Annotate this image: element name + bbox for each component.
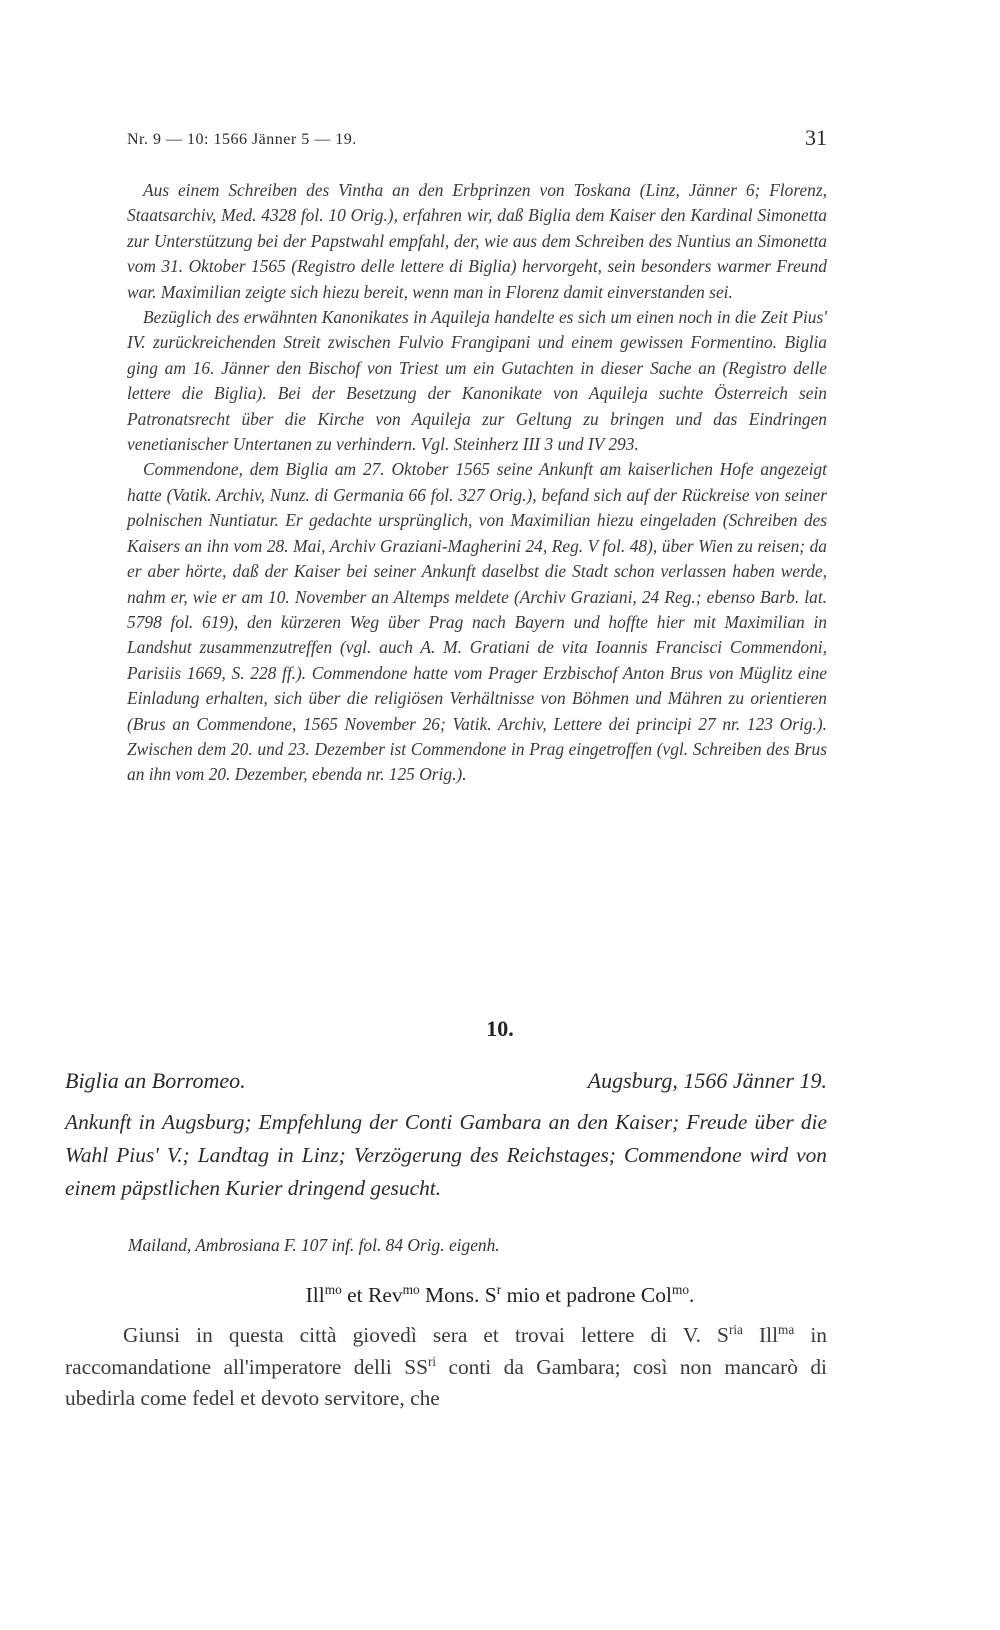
running-head bbox=[127, 125, 827, 155]
salutation-et-rev: et Rev bbox=[341, 1283, 403, 1307]
commentary-section bbox=[127, 178, 827, 788]
salutation-col-sup: mo bbox=[671, 1281, 690, 1297]
body-part-3: in raccomandatione all'imperatore delli SS bbox=[65, 1323, 827, 1379]
document-summary: Ankunft in Augsburg; Empfehlung der Conti Gambara an den Kaiser; Freude über die Wahl Pius' V.; Landtag in Linz; Verzögerung des Reichstages; Commendone wird von einem päpstlichen Kurier dringend gesucht. bbox=[65, 1110, 827, 1200]
salutation-rest: mio et padrone Col bbox=[501, 1283, 672, 1307]
salutation-rev-sup: mo bbox=[402, 1281, 420, 1297]
body-sup-3: ri bbox=[427, 1353, 437, 1369]
document-number: 10. bbox=[486, 1016, 514, 1041]
salutation-ill-sup: mo bbox=[324, 1281, 342, 1297]
body-sup-2: ma bbox=[778, 1321, 795, 1337]
letter-salutation bbox=[0, 1283, 1000, 1308]
body-part-4: conti da Gambara; così non mancarò di ubedirla come fedel et devoto servitore, che bbox=[65, 1354, 827, 1410]
salutation-mons: Mons. S bbox=[419, 1283, 497, 1307]
source-citation: Mailand, Ambrosiana F. 107 inf. fol. 84 Orig. eigenh. bbox=[128, 1235, 500, 1255]
salutation-ill: Ill bbox=[305, 1283, 325, 1307]
salutation-sr-sup: r bbox=[496, 1281, 502, 1297]
commentary-paragraph-2: Bezüglich des erwähnten Kanonikates in Aquileja handelte es sich um einen noch in die Zeit Pius' IV. zurückreichenden Streit zwischen Fulvio Frangipani und einem gewissen Formentino. Biglia ging am 16. Jänner den Bischof von Triest um ein Gutachten in dieser Sache an (Registro delle lettere die Biglia). Bei der Besetzung der Kanonikate von Aquileja suchte Österreich sein Patronatsrecht über die Kirche von Aquileja zur Geltung zu bringen und das Eindringen venetianischer Untertanen zu verhindern. Vgl. Steinherz III 3 und IV 293. bbox=[127, 307, 827, 455]
body-part-2: Ill bbox=[742, 1323, 779, 1347]
commentary-paragraph-1: Aus einem Schreiben des Vintha an den Erbprinzen von Toskana (Linz, Jänner 6; Florenz, Staatsarchiv, Med. 4328 fol. 10 Orig.), erfahren wir, daß Biglia dem Kaiser den Kardinal Simonetta zur Unterstützung bei der Papstwahl empfahl, der, wie aus dem Schreiben des Nuntius an Simonetta vom 31. Oktober 1565 (Registro delle lettere di Biglia) hervorgeht, sein besonders warmer Freund war. Maximilian zeigte sich hiezu bereit, wenn man in Florenz damit einverstanden sei. bbox=[127, 180, 827, 302]
body-sup-1: ria bbox=[728, 1321, 743, 1337]
letter-paragraph-1 bbox=[65, 1320, 827, 1415]
salutation-end: . bbox=[689, 1283, 695, 1307]
letter-body bbox=[65, 1320, 827, 1415]
document-header bbox=[65, 1068, 827, 1098]
page-number: 31 bbox=[805, 125, 827, 150]
sender-recipient: Biglia an Borromeo. bbox=[65, 1068, 246, 1093]
running-head-title: Nr. 9 — 10: 1566 Jänner 5 — 19. bbox=[127, 131, 357, 148]
commentary-paragraph-3: Commendone, dem Biglia am 27. Oktober 1565 seine Ankunft am kaiserlichen Hofe angezeigt hatte (Vatik. Archiv, Nunz. di Germania 66 fol. 327 Orig.), befand sich auf der Rückreise von seiner polnischen Nuntiatur. Er gedachte ursprünglich, von Maximilian hiezu eingeladen (Schreiben des Kaisers an ihn vom 28. Mai, Archiv Graziani-Magherini 24, Reg. V fol. 48), über Wien zu reisen; da er aber hörte, daß der Kaiser bei seiner Ankunft daselbst die Stadt schon verlassen haben werde, nahm er, wie er am 10. November an Altemps meldete (Archiv Graziani, 24 Reg.; ebenso Barb. lat. 5798 fol. 619), den kürzeren Weg über Prag nach Bayern und hoffte hier mit Maximilian in Landshut zusammenzutreffen (vgl. auch A. M. Gratiani de vita Ioannis Francisci Commendoni, Parisiis 1669, S. 228 ff.). Commendone hatte vom Prager Erzbischof Anton Brus von Müglitz eine Einladung erhalten, sich über die religiösen Verhältnisse von Böhmen und Mähren zu orientieren (Brus an Commendone, 1565 November 26; Vatik. Archiv, Lettere dei principi 27 nr. 123 Orig.). Zwischen dem 20. und 23. Dezember ist Commendone in Prag eingetroffen (vgl. Schreiben des Brus an ihn vom 20. Dezember, ebenda nr. 125 Orig.). bbox=[127, 459, 827, 785]
place-date: Augsburg, 1566 Jänner 19. bbox=[587, 1068, 827, 1093]
body-part-1: Giunsi in questa città giovedì sera et trovai lettere di V. S bbox=[123, 1323, 729, 1347]
